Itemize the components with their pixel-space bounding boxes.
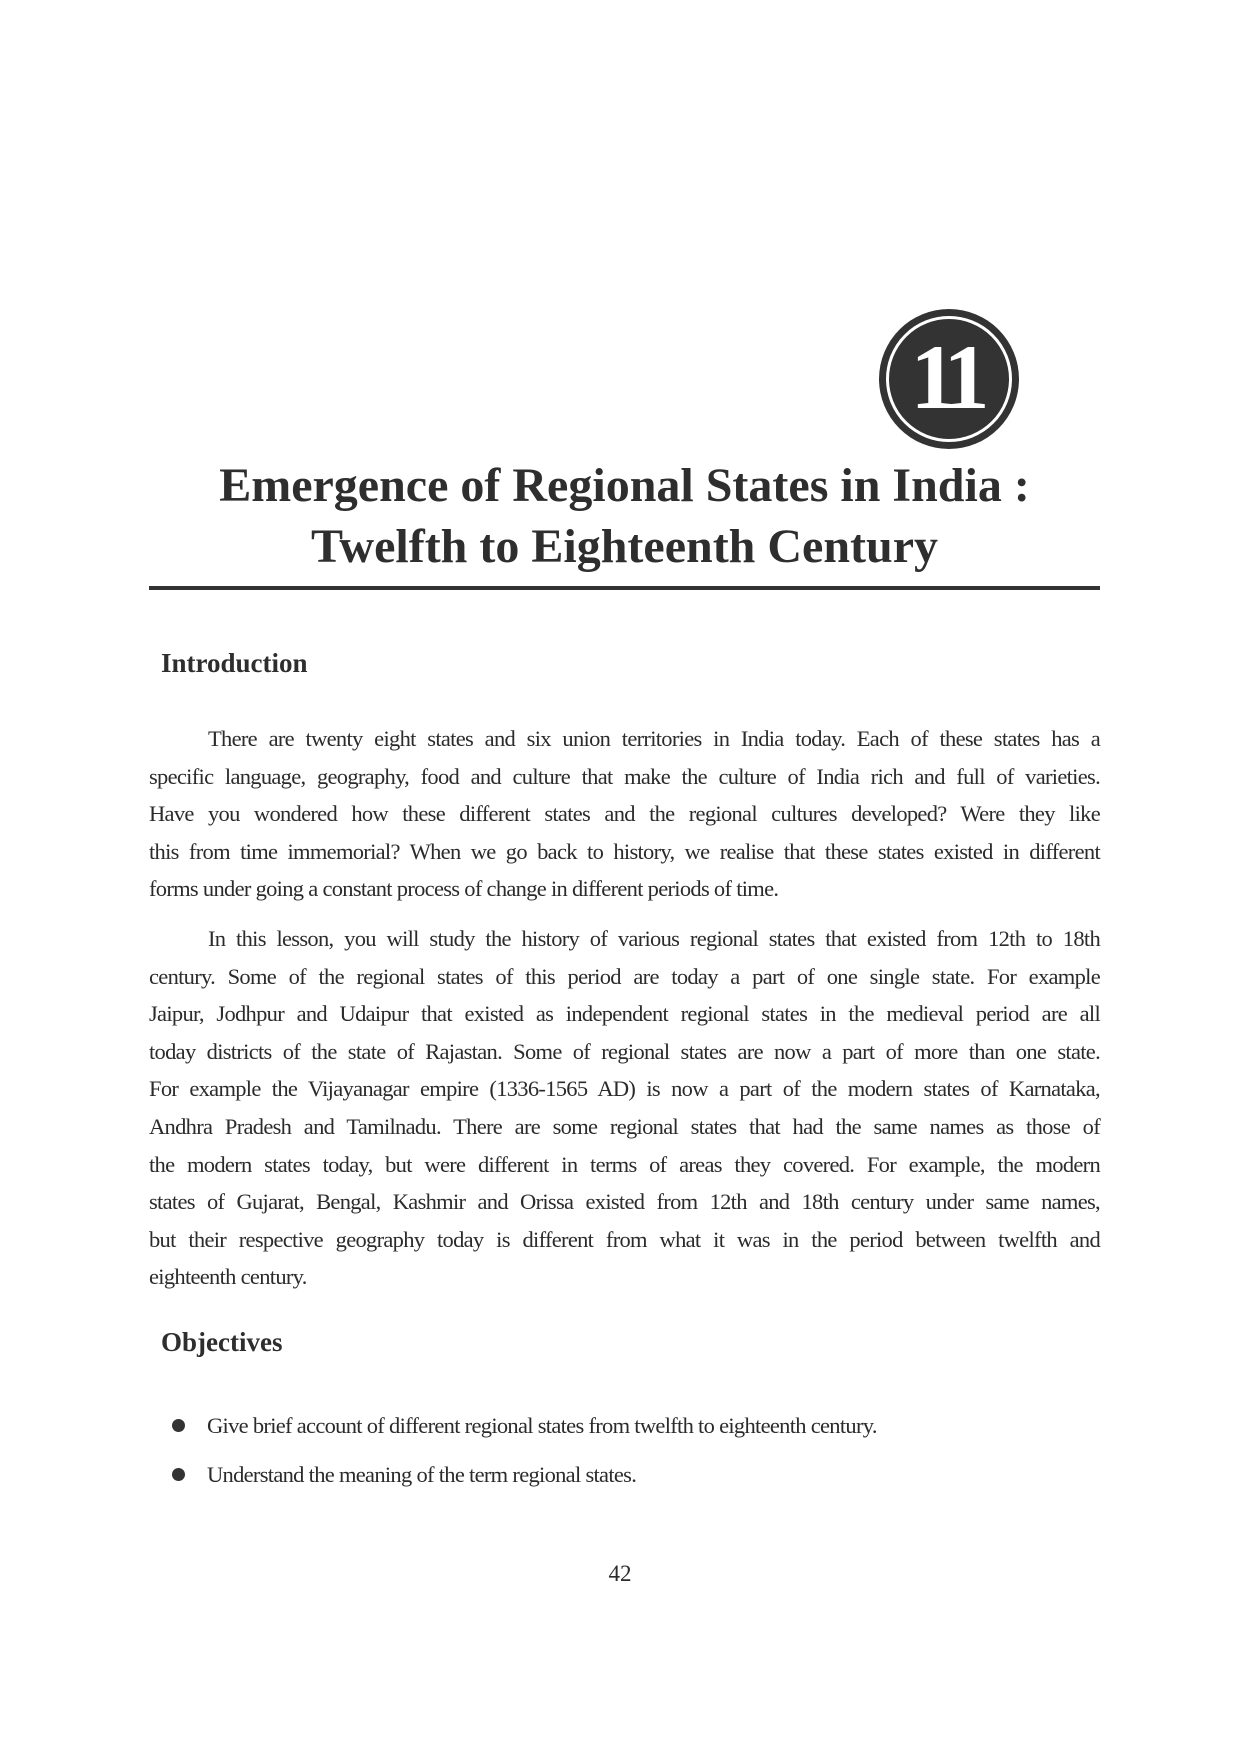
text-line: century. Some of the regional states of this period are today a part of one single state. For example [149,963,1100,989]
text-line: For example the Vijayanagar empire (1336-1565 AD) is now a part of the modern states of Karnataka, [149,1076,1100,1102]
chapter-title-line: Emergence of Regional States in India : [219,459,1030,512]
chapter-title-line: Twelfth to Eighteenth Century [310,520,939,573]
text-line: states of Gujarat, Bengal, Kashmir and Orissa existed from 12th and 18th century under same names, [149,1189,1100,1215]
list-item [172,1450,877,1499]
objectives-list [172,1401,877,1499]
text-line: Have you wondered how these different states and the regional cultures developed? Were they like [149,801,1100,827]
intro-paragraph-1 [149,720,1100,908]
text-line: Andhra Pradesh and Tamilnadu. There are some regional states that had the same names as those of [149,1113,1100,1139]
objective-text: Understand the meaning of the term regional states. [207,1461,637,1487]
text-line: today districts of the state of Rajastan. Some of regional states are now a part of more than one state. [149,1038,1100,1064]
text-line: specific language, geography, food and culture that make the culture of India rich and full of varieties. [149,763,1100,789]
text-line: the modern states today, but were different in terms of areas they covered. For example, the modern [149,1151,1100,1177]
intro-paragraph-2 [149,920,1100,1296]
bullet-icon [172,1419,185,1432]
text-line: but their respective geography today is different from what it was in the period between twelfth and [149,1226,1100,1252]
objective-text: Give brief account of different regional states from twelfth to eighteenth century. [207,1412,877,1438]
chapter-number: 11 [910,326,982,428]
chapter-number-badge [879,309,1019,449]
introduction-heading: Introduction [161,648,308,678]
page-number: 42 [608,1561,632,1586]
text-line: forms under going a constant process of change in different periods of time. [149,876,779,902]
text-line: There are twenty eight states and six union territories in India today. Each of these states has a [208,726,1100,751]
bullet-icon [172,1468,185,1481]
text-line: this from time immemorial? When we go back to history, we realise that these states existed in different [149,838,1100,864]
text-line: In this lesson, you will study the history of various regional states that existed from 12th to 18th [208,926,1100,951]
text-line: Jaipur, Jodhpur and Udaipur that existed as independent regional states in the medieval period are all [149,1001,1100,1027]
list-item [172,1401,877,1450]
chapter-title [149,455,1100,577]
text-line: eighteenth century. [149,1264,307,1290]
title-divider [149,586,1100,590]
objectives-heading: Objectives [161,1327,283,1357]
